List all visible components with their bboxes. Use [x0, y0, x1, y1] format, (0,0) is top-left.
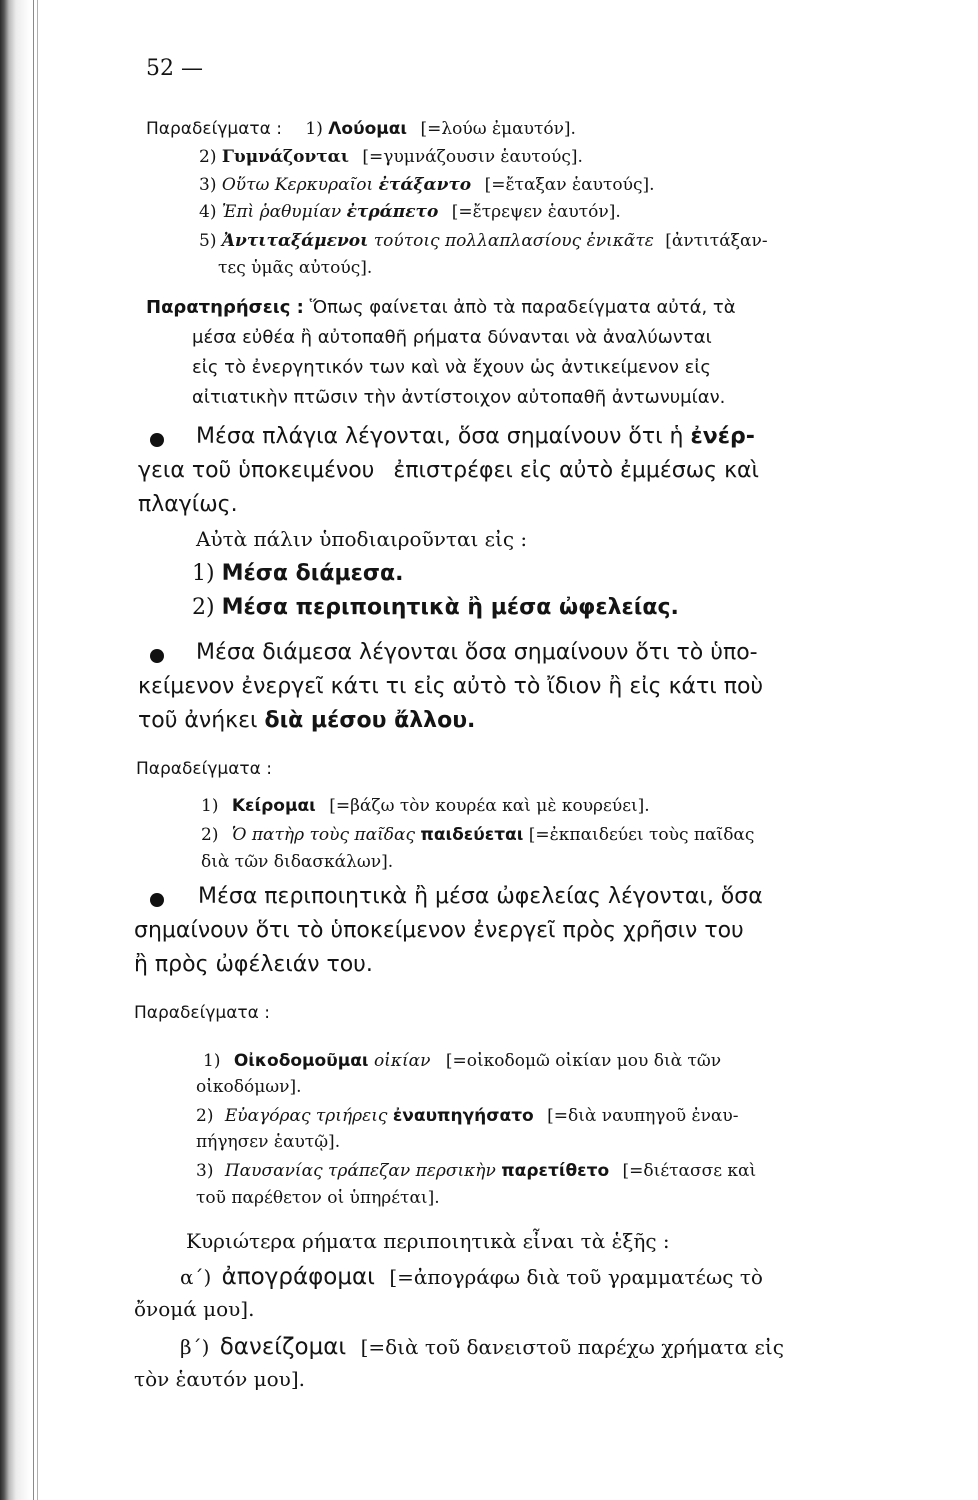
example-item-continuation: διὰ τῶν διδασκάλων].: [201, 852, 394, 872]
paragraph-line: Μέσα περιποιητικὰ ἢ μέσα ὠφελείας λέγονται, ὅσα: [198, 884, 763, 909]
page-edge-line: [37, 0, 38, 1500]
paragraph-line: Μέσα διάμεσα λέγονται ὅσα σημαίνουν ὅτι τὸ ὑπο-: [196, 640, 758, 665]
examples-heading: Παραδείγματα :: [146, 119, 282, 139]
subdivide-line: Αὐτὰ πάλιν ὑποδιαιροῦνται εἰς :: [196, 527, 528, 551]
example-item: 2) Εὐαγόρας τριήρεις ἐναυπηγήσατο [=διὰ ναυπηγοῦ ἐναυ-: [196, 1106, 739, 1126]
example-verb: Κείρομαι: [231, 796, 316, 816]
paragraph-line: τοῦ ἀνήκει διὰ μέσου ἄλλου.: [138, 708, 476, 733]
main-verb-continuation: ὄνομά μου].: [134, 1297, 255, 1321]
main-verb-item: α΄) ἀπογράφομαι [=ἀπογράφω διὰ τοῦ γραμματέως τὸ: [180, 1264, 763, 1290]
page-number: 52 —: [146, 56, 203, 81]
example-item: 1) Κείρομαι [=βάζω τὸν κουρέα καὶ μὲ κουρεύει].: [201, 796, 650, 816]
page-binding-edge: [0, 0, 30, 1500]
type-item: 1) Μέσα διάμεσα.: [192, 561, 404, 586]
paragraph-line: πλαγίως.: [138, 492, 238, 517]
paragraph-line: γεια τοῦ ὑποκειμένου ἐπιστρέφει εἰς αὐτὸ ἐμμέσως καὶ: [138, 458, 759, 483]
main-verb: δανείζομαι: [219, 1334, 347, 1360]
main-verbs-intro: Κυριώτερα ρήματα περιποιητικὰ εἶναι τὰ ἑξῆς :: [186, 1229, 670, 1253]
main-verb-continuation: τὸν ἑαυτόν μου].: [134, 1367, 305, 1391]
bullet-icon: [150, 649, 164, 663]
examples-heading: Παραδείγματα :: [134, 1003, 270, 1023]
bullet-icon: [150, 893, 164, 907]
example-item-continuation: οἰκοδόμων].: [196, 1077, 302, 1097]
example-item: 4) Ἐπὶ ῥαθυμίαν ἐτράπετο [=ἔτρεψεν ἑαυτόν].: [199, 202, 621, 222]
paragraph-line: ἢ πρὸς ὠφέλειάν του.: [134, 952, 373, 977]
main-verb: ἀπογράφομαι: [221, 1264, 375, 1290]
example-item-continuation: τες ὑμᾶς αὐτούς].: [218, 258, 373, 278]
main-verb-item: β΄) δανείζομαι [=διὰ τοῦ δανειστοῦ παρέχω χρήματα εἰς: [180, 1334, 784, 1360]
example-verb: παρετίθετο: [501, 1161, 610, 1181]
example-verb: Ἀντιταξάμενοι: [221, 231, 369, 251]
example-verb: Γυμνάζονται: [221, 147, 349, 167]
example-item: 3) Οὕτω Κερκυραῖοι ἐτάξαντο [=ἔταξαν ἑαυτούς].: [199, 175, 655, 195]
example-item: 5) Ἀντιταξάμενοι τούτοις πολλαπλασίους ἐνικᾶτε [ἀντιτάξαν-: [199, 231, 768, 251]
example-item: 1) Οἰκοδομοῦμαι οἰκίαν [=οἰκοδομῶ οἰκίαν μου διὰ τῶν: [203, 1051, 722, 1071]
observations-line: εἰς τὸ ἐνεργητικόν των καὶ νὰ ἔχουν ὡς ἀντικείμενον εἰς: [192, 357, 711, 378]
example-item: 2) Γυμνάζονται [=γυμνάζουσιν ἑαυτούς].: [199, 147, 583, 167]
observations-line: μέσα εὐθέα ἢ αὐτοπαθῆ ρήματα δύνανται νὰ ἀναλύωνται: [192, 327, 712, 348]
example-verb: ἐτάξαντο: [378, 175, 472, 195]
example-item-continuation: τοῦ παρέθετον οἱ ὑπηρέται].: [196, 1188, 440, 1208]
example-verb: ἐναυπηγήσατο: [392, 1106, 534, 1126]
example-item: 3) Παυσανίας τράπεζαν περσικὴν παρετίθετο [=διέτασσε καὶ: [196, 1161, 757, 1181]
example-item-continuation: πήγησεν ἑαυτῷ].: [196, 1132, 341, 1152]
paragraph-line: Μέσα πλάγια λέγονται, ὅσα σημαίνουν ὅτι ἡ ἐνέρ-: [196, 424, 755, 449]
example-verb: Λούομαι: [328, 119, 408, 139]
observations-line: Παρατηρήσεις : Ὅπως φαίνεται ἀπὸ τὰ παραδείγματα αὐτά, τὰ: [146, 297, 736, 318]
example-verb: ἐτράπετο: [346, 202, 439, 222]
observations-label: Παρατηρήσεις :: [146, 297, 304, 318]
bullet-icon: [150, 433, 164, 447]
type-item: 2) Μέσα περιποιητικὰ ἢ μέσα ὠφελείας.: [192, 595, 679, 620]
examples-heading: Παραδείγματα :: [136, 759, 272, 779]
paragraph-line: κείμενον ἐνεργεῖ κάτι τι εἰς αὐτὸ τὸ ἴδιον ἢ εἰς κάτι ποὺ: [138, 674, 764, 699]
page-edge-line: [33, 0, 34, 1500]
paragraph-line: σημαίνουν ὅτι τὸ ὑποκείμενον ἐνεργεῖ πρὸς χρῆσιν του: [134, 918, 744, 943]
example-block-1: Παραδείγματα : 1) Λούομαι [=λούω ἐμαυτόν].: [146, 119, 576, 139]
example-verb: παιδεύεται: [420, 825, 524, 845]
example-item: 2) Ὁ πατὴρ τοὺς παῖδας παιδεύεται [=ἐκπαιδεύει τοὺς παῖδας: [201, 825, 755, 845]
observations-line: αἰτιατικὴν πτῶσιν τὴν ἀντίστοιχον αὐτοπαθῆ ἀντωνυμίαν.: [192, 387, 726, 408]
example-verb: Οἰκοδομοῦμαι: [233, 1051, 369, 1071]
